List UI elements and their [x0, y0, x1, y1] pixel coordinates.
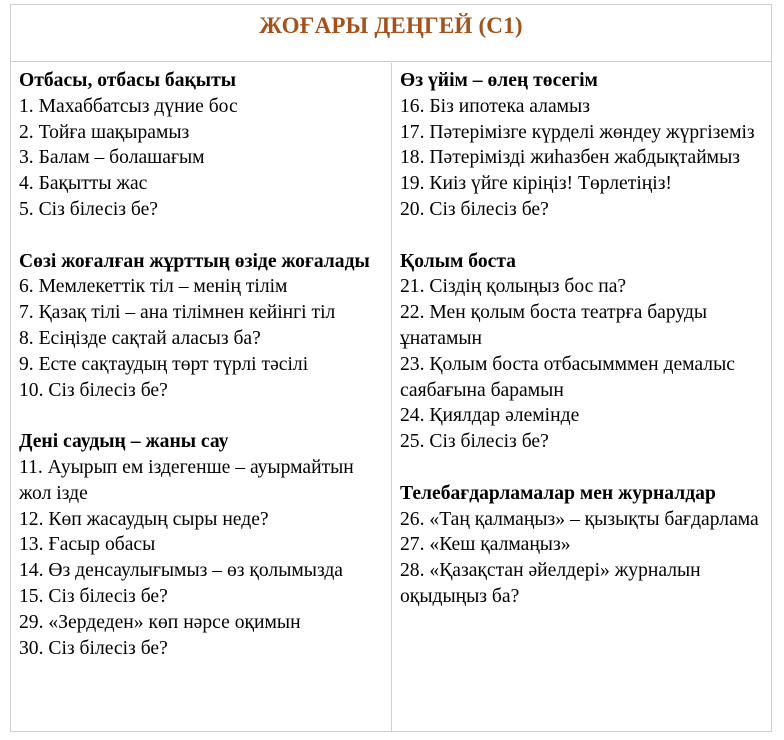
list-item: 29. «Зердеден» көп нәрсе оқимын	[19, 611, 301, 633]
list-item: 6. Мемлекеттік тіл – менің тілім	[19, 276, 288, 298]
list-item: 24. Қиялдар әлемінде	[400, 405, 580, 427]
section-heading: Телебағдарламалар мен журналдар	[400, 482, 716, 504]
list-item: 21. Сіздің қолыңыз бос па?	[400, 276, 627, 298]
topic-section	[400, 68, 767, 223]
list-item: 26. «Таң қалмаңыз» – қызықты бағдарлама	[400, 508, 759, 530]
section-heading: Өз үйім – өлең төсегім	[400, 70, 598, 91]
list-item: 12. Көп жасаудың сыры неде?	[19, 508, 269, 530]
list-item: 17. Пәтерімізге күрделі жөндеу жүргіземіз	[400, 121, 755, 143]
list-item: 30. Сіз білесіз бе?	[19, 637, 168, 659]
list-item: 1. Махаббатсыз дүние бос	[19, 95, 238, 117]
list-item: 16. Біз ипотека аламыз	[400, 95, 590, 117]
list-item: 11. Ауырып ем іздегенше – ауырмайтын жол ізде	[19, 456, 354, 504]
section-heading: Отбасы, отбасы бақыты	[19, 70, 237, 91]
list-item: 20. Сіз білесіз бе?	[400, 198, 549, 220]
left-column	[11, 63, 392, 731]
list-item: 9. Есте сақтаудың төрт түрлі тәсілі	[19, 353, 309, 375]
list-item: 7. Қазақ тілі – ана тілімнен кейінгі тіл	[19, 302, 336, 324]
list-item: 18. Пәтерімізді жиһазбен жабдықтаймыз	[400, 147, 740, 169]
list-item: 13. Ғасыр обасы	[19, 534, 156, 556]
list-item: 4. Бақытты жас	[19, 173, 148, 195]
topic-section	[400, 249, 767, 455]
section-heading: Қолым боста	[400, 250, 516, 272]
list-item: 25. Сіз білесіз бе?	[400, 431, 549, 453]
list-item: 14. Өз денсаулығымыз – өз қолымызда	[19, 560, 343, 582]
topics-table	[10, 4, 772, 732]
list-item: 3. Балам – болашағым	[19, 147, 205, 169]
section-heading: Дені саудың – жаны сау	[19, 431, 229, 453]
title-row	[11, 5, 771, 62]
list-item: 22. Мен қолым боста театрға баруды ұнатамын	[400, 302, 708, 349]
topic-section	[19, 68, 387, 223]
list-item: 27. «Кеш қалмаңыз»	[400, 534, 571, 556]
topic-section	[19, 249, 387, 404]
list-item: 5. Сіз білесіз бе?	[19, 198, 159, 220]
list-item: 19. Киіз үйге кіріңіз! Төрлетіңіз!	[400, 173, 672, 195]
list-item: 28. «Қазақстан әйелдері» журналын оқыдыңыз ба?	[400, 560, 701, 607]
list-item: 15. Сіз білесіз бе?	[19, 585, 168, 607]
list-item: 2. Тойға шақырамыз	[19, 121, 190, 143]
list-item: 23. Қолым боста отбасымммен демалыс саябағына барамын	[400, 353, 735, 401]
list-item: 8. Есіңізде сақтай аласыз ба?	[19, 327, 261, 349]
page-title: ЖОҒАРЫ ДЕҢГЕЙ (С1)	[259, 13, 523, 38]
topic-section	[19, 429, 387, 661]
section-heading: Сөзі жоғалған жұрттың өзіде жоғалады	[19, 250, 370, 272]
right-column	[392, 63, 771, 731]
topic-section	[400, 481, 767, 610]
list-item: 10. Сіз білесіз бе?	[19, 379, 168, 401]
